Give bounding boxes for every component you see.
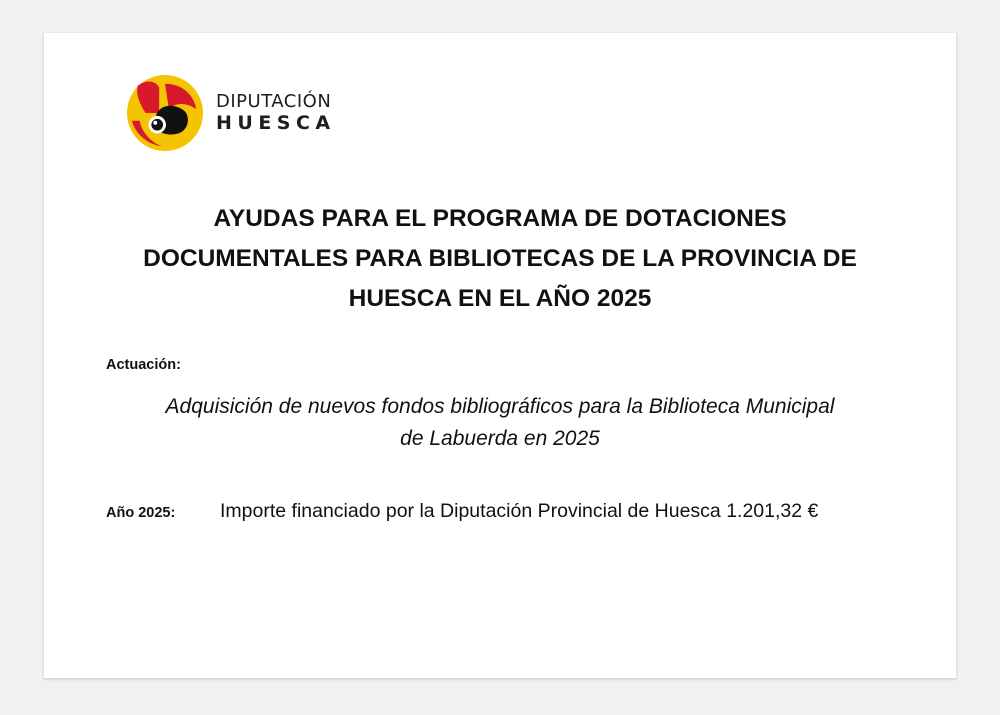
logo-line-1: DIPUTACIÓN bbox=[216, 91, 332, 112]
document-page bbox=[44, 33, 956, 678]
diputacion-emblem-icon bbox=[126, 74, 204, 152]
document-title bbox=[104, 199, 896, 319]
actuacion-description bbox=[104, 391, 896, 455]
year-label: Año 2025: bbox=[106, 505, 176, 521]
logo-wordmark bbox=[216, 92, 336, 134]
actuacion-label: Actuación: bbox=[106, 357, 181, 373]
actuacion-line-1: Adquisición de nuevos fondos bibliográficos para la Biblioteca Municipal bbox=[165, 395, 835, 418]
title-line-3: HUESCA EN EL AÑO 2025 bbox=[348, 285, 652, 312]
diputacion-huesca-logo bbox=[126, 73, 336, 153]
actuacion-line-2: de Labuerda en 2025 bbox=[400, 427, 600, 450]
title-line-2: DOCUMENTALES PARA BIBLIOTECAS DE LA PROVINCIA DE bbox=[143, 245, 857, 272]
logo-line-2: HUESCA bbox=[216, 112, 336, 134]
title-line-1: AYUDAS PARA EL PROGRAMA DE DOTACIONES bbox=[213, 205, 787, 232]
funding-amount-text: Importe financiado por la Diputación Provincial de Huesca 1.201,32 € bbox=[220, 500, 819, 522]
